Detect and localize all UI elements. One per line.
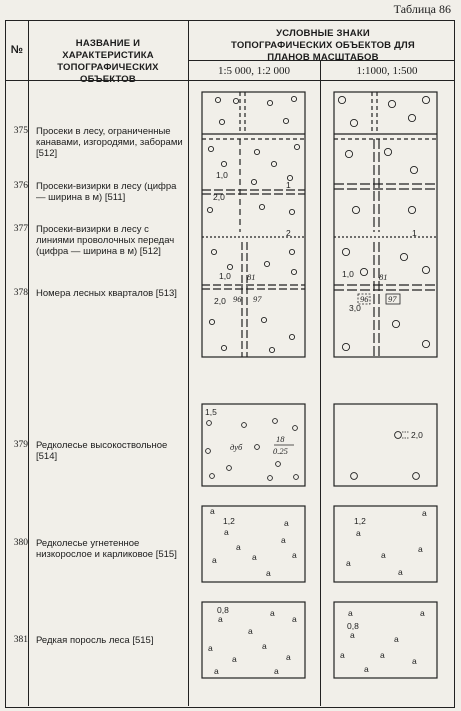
svg-text:a: a [208,643,213,653]
quarter-number: 96 [233,294,242,304]
header-signs: УСЛОВНЫЕ ЗНАКИ ТОПОГРАФИЧЕСКИХ ОБЪЕКТОВ ДЛЯ ПЛАНОВ МАСШТАБОВ [231,28,415,63]
svg-text:a: a [422,508,427,518]
quarter-number: 81 [379,272,388,282]
size-label: 0,8 [347,621,359,631]
svg-text:a: a [284,518,289,528]
svg-text:a: a [224,527,229,537]
svg-text:a: a [248,626,253,636]
svg-text:a: a [236,542,241,552]
svg-text:a: a [381,550,386,560]
svg-text:a: a [412,656,417,666]
svg-text:a: a [292,614,297,624]
size-label: 2,0 [411,430,423,440]
width-label: 1,0 [216,170,228,180]
svg-text:a: a [394,634,399,644]
svg-text:a: a [218,614,223,624]
svg-text:a: a [286,652,291,662]
svg-text:a: a [232,654,237,664]
svg-text:a: a [292,550,297,560]
row-number: 381 [13,635,28,645]
svg-text:a: a [281,535,286,545]
forest-clearings-sign-large-scale [202,92,305,357]
row-number: 375 [13,126,28,136]
svg-text:a: a [214,666,219,676]
svg-text:a: a [270,608,275,618]
high-sparse-forest-sign-large-scale [202,404,305,486]
svg-text:a: a [350,630,355,640]
row-number: 378 [13,288,28,298]
sparse-young-growth-sign-large-scale [202,602,305,678]
svg-text:a: a [340,650,345,660]
svg-text:a: a [262,641,267,651]
row-description: Редколесье угнетенное низкорослое и карликовое [515] [36,538,177,560]
column-divider [320,60,321,706]
sparse-young-growth-sign-small-scale [334,602,437,678]
width-label: 2,0 [214,296,226,306]
width-label: 1 [412,228,417,238]
row-description: Просеки-визирки в лесу (цифра — ширина в м) [511] [36,181,177,203]
width-label: 3,0 [349,303,361,313]
width-label: 2 [286,228,291,238]
quarter-number: 96 [360,294,369,304]
svg-text:a: a [346,558,351,568]
size-label: 0,8 [217,605,229,615]
width-label: 1 [286,180,291,190]
header-name: НАЗВАНИЕ И ХАРАКТЕРИСТИКА ТОПОГРАФИЧЕСКИХ ОБЪЕКТОВ [57,38,159,85]
row-description: Просеки-визирки в лесу с линиями проволочных передач (цифра — ширина в м) [512] [36,224,175,257]
row-description: Редколесье высокоствольное [514] [36,440,168,462]
svg-text:a: a [418,544,423,554]
header-number: № [10,44,24,56]
forest-clearings-sign-small-scale [334,92,437,357]
row-description: Номера лесных кварталов [513] [36,288,177,299]
row-number: 376 [13,181,28,191]
tree-height-label: 18 [276,434,285,444]
svg-text:a: a [212,555,217,565]
stunted-sparse-forest-sign-small-scale [334,506,437,582]
table-caption: Таблица 86 [393,2,451,16]
row-number: 379 [13,440,28,450]
column-divider [28,20,29,706]
size-label: 1,2 [223,516,235,526]
row-description: Просеки в лесу, ограниченные канавами, изгородями, заборами [512] [36,126,183,159]
svg-text:a: a [348,608,353,618]
size-label: 1,5 [205,407,217,417]
tree-species-label: дуб [230,442,243,452]
quarter-number: 81 [247,272,256,282]
svg-text:a: a [398,567,403,577]
svg-text:a: a [266,568,271,578]
width-label: 2,0 [213,192,225,202]
svg-text:a: a [364,664,369,674]
svg-text:a: a [420,608,425,618]
column-divider [188,20,189,706]
row-description: Редкая поросль леса [515] [36,635,154,646]
size-label: 1,2 [354,516,366,526]
svg-text:a: a [274,666,279,676]
scale-header-a: 1:5 000, 1:2 000 [217,65,291,77]
quarter-number: 97 [253,294,262,304]
row-number: 377 [13,224,28,234]
high-sparse-forest-sign-small-scale [334,404,437,486]
stunted-sparse-forest-sign-large-scale [202,506,305,582]
svg-text:a: a [380,650,385,660]
row-number: 380 [13,538,28,548]
width-label: 1,0 [342,269,354,279]
width-label: 1,0 [219,271,231,281]
svg-text:a: a [210,506,215,516]
quarter-number: 97 [388,294,397,304]
tree-thickness-label: 0.25 [273,446,288,456]
svg-text:a: a [356,528,361,538]
scale-header-b: 1:1000, 1:500 [356,65,418,77]
svg-text:a: a [252,552,257,562]
